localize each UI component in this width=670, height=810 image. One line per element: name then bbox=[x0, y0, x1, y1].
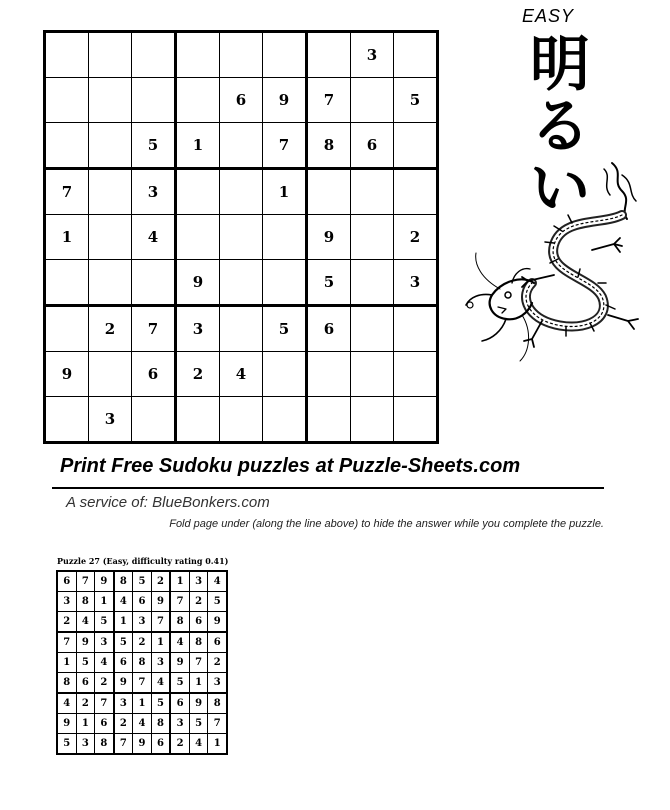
grid-row bbox=[57, 612, 227, 633]
grid-cell: 3 bbox=[133, 612, 152, 633]
grid-cell[interactable]: 3 bbox=[132, 169, 176, 215]
fold-instruction: Fold page under (along the line above) to hide the answer while you complete the puzzle. bbox=[169, 518, 604, 530]
grid-cell[interactable]: 5 bbox=[263, 306, 307, 352]
grid-cell: 3 bbox=[95, 632, 114, 653]
kanji-character: る bbox=[530, 92, 590, 162]
grid-cell: 9 bbox=[208, 612, 227, 633]
grid-row bbox=[45, 78, 438, 123]
grid-cell[interactable]: 1 bbox=[176, 123, 220, 169]
sudoku-answer-grid bbox=[56, 570, 228, 755]
grid-cell: 8 bbox=[57, 673, 76, 694]
grid-cell: 1 bbox=[114, 612, 133, 633]
grid-cell: 4 bbox=[114, 592, 133, 612]
grid-cell: 3 bbox=[114, 693, 133, 714]
grid-cell[interactable] bbox=[307, 169, 351, 215]
grid-cell[interactable]: 3 bbox=[394, 260, 438, 306]
grid-cell: 7 bbox=[95, 693, 114, 714]
grid-cell: 5 bbox=[114, 632, 133, 653]
site-headline: Print Free Sudoku puzzles at Puzzle-Sheets.com bbox=[60, 455, 521, 477]
grid-cell[interactable]: 2 bbox=[176, 352, 220, 397]
grid-cell: 3 bbox=[170, 714, 189, 734]
grid-row bbox=[57, 571, 227, 592]
grid-cell[interactable] bbox=[89, 169, 132, 215]
grid-cell: 1 bbox=[189, 673, 208, 694]
grid-row bbox=[57, 734, 227, 755]
grid-cell[interactable] bbox=[351, 397, 394, 443]
grid-cell: 3 bbox=[189, 571, 208, 592]
grid-cell[interactable] bbox=[89, 352, 132, 397]
dragon-illustration bbox=[462, 155, 662, 405]
grid-cell: 4 bbox=[133, 714, 152, 734]
grid-row bbox=[57, 653, 227, 673]
grid-cell: 6 bbox=[189, 612, 208, 633]
grid-cell: 3 bbox=[151, 653, 170, 673]
grid-cell[interactable] bbox=[220, 260, 263, 306]
grid-cell: 2 bbox=[57, 612, 76, 633]
grid-cell[interactable]: 9 bbox=[307, 215, 351, 260]
grid-cell[interactable]: 2 bbox=[89, 306, 132, 352]
grid-cell[interactable] bbox=[220, 397, 263, 443]
grid-cell[interactable] bbox=[307, 32, 351, 78]
grid-cell: 8 bbox=[114, 571, 133, 592]
grid-row bbox=[45, 306, 438, 352]
grid-cell: 1 bbox=[170, 571, 189, 592]
grid-cell[interactable] bbox=[394, 397, 438, 443]
grid-cell[interactable] bbox=[263, 397, 307, 443]
grid-cell[interactable]: 6 bbox=[220, 78, 263, 123]
grid-cell[interactable] bbox=[263, 352, 307, 397]
grid-cell: 9 bbox=[76, 632, 95, 653]
grid-cell[interactable] bbox=[89, 123, 132, 169]
grid-cell: 4 bbox=[170, 632, 189, 653]
grid-cell: 8 bbox=[189, 632, 208, 653]
grid-cell[interactable] bbox=[45, 397, 89, 443]
grid-cell[interactable] bbox=[220, 306, 263, 352]
grid-cell: 1 bbox=[208, 734, 227, 755]
grid-cell: 2 bbox=[76, 693, 95, 714]
grid-row bbox=[45, 123, 438, 169]
grid-cell: 5 bbox=[76, 653, 95, 673]
grid-cell[interactable] bbox=[89, 215, 132, 260]
grid-cell[interactable]: 5 bbox=[394, 78, 438, 123]
grid-cell[interactable]: 7 bbox=[263, 123, 307, 169]
grid-cell: 9 bbox=[95, 571, 114, 592]
grid-cell: 1 bbox=[133, 693, 152, 714]
grid-cell: 9 bbox=[57, 714, 76, 734]
grid-cell[interactable]: 5 bbox=[307, 260, 351, 306]
grid-cell[interactable] bbox=[176, 169, 220, 215]
grid-cell[interactable] bbox=[351, 260, 394, 306]
grid-cell[interactable] bbox=[307, 352, 351, 397]
grid-cell: 7 bbox=[151, 612, 170, 633]
grid-cell[interactable] bbox=[132, 260, 176, 306]
grid-cell: 7 bbox=[57, 632, 76, 653]
grid-cell[interactable]: 9 bbox=[45, 352, 89, 397]
grid-cell[interactable] bbox=[351, 169, 394, 215]
fold-line bbox=[52, 487, 604, 489]
grid-cell[interactable]: 5 bbox=[132, 123, 176, 169]
grid-cell: 7 bbox=[170, 592, 189, 612]
grid-cell: 3 bbox=[57, 592, 76, 612]
grid-row bbox=[45, 260, 438, 306]
grid-cell: 3 bbox=[76, 734, 95, 755]
grid-cell: 6 bbox=[170, 693, 189, 714]
grid-cell: 7 bbox=[189, 653, 208, 673]
grid-cell[interactable]: 6 bbox=[351, 123, 394, 169]
grid-cell: 8 bbox=[208, 693, 227, 714]
grid-cell: 2 bbox=[133, 632, 152, 653]
grid-cell[interactable]: 8 bbox=[307, 123, 351, 169]
grid-cell: 1 bbox=[76, 714, 95, 734]
grid-row bbox=[45, 352, 438, 397]
grid-row bbox=[57, 673, 227, 694]
grid-cell[interactable]: 9 bbox=[176, 260, 220, 306]
grid-cell: 6 bbox=[95, 714, 114, 734]
grid-cell[interactable]: 6 bbox=[307, 306, 351, 352]
grid-cell: 6 bbox=[208, 632, 227, 653]
grid-cell: 6 bbox=[114, 653, 133, 673]
grid-cell: 4 bbox=[76, 612, 95, 633]
grid-cell: 8 bbox=[95, 734, 114, 755]
grid-cell[interactable]: 3 bbox=[89, 397, 132, 443]
grid-cell[interactable] bbox=[220, 169, 263, 215]
kanji-character: い bbox=[530, 154, 590, 224]
grid-cell[interactable] bbox=[394, 352, 438, 397]
grid-row bbox=[45, 397, 438, 443]
grid-cell[interactable]: 1 bbox=[45, 215, 89, 260]
grid-cell[interactable]: 4 bbox=[220, 352, 263, 397]
grid-cell: 4 bbox=[95, 653, 114, 673]
grid-cell[interactable] bbox=[351, 78, 394, 123]
grid-row bbox=[57, 592, 227, 612]
grid-cell: 2 bbox=[189, 592, 208, 612]
grid-cell: 7 bbox=[133, 673, 152, 694]
grid-cell: 5 bbox=[133, 571, 152, 592]
grid-cell: 4 bbox=[57, 693, 76, 714]
grid-cell: 4 bbox=[208, 571, 227, 592]
grid-cell: 7 bbox=[76, 571, 95, 592]
grid-cell: 4 bbox=[151, 673, 170, 694]
grid-cell[interactable] bbox=[220, 32, 263, 78]
grid-row bbox=[45, 169, 438, 215]
grid-cell[interactable] bbox=[45, 260, 89, 306]
grid-cell: 2 bbox=[170, 734, 189, 755]
grid-cell[interactable] bbox=[351, 215, 394, 260]
grid-cell[interactable]: 9 bbox=[263, 78, 307, 123]
grid-cell[interactable]: 4 bbox=[132, 215, 176, 260]
grid-cell: 8 bbox=[76, 592, 95, 612]
grid-cell[interactable] bbox=[176, 215, 220, 260]
grid-cell[interactable] bbox=[132, 32, 176, 78]
grid-cell[interactable] bbox=[220, 123, 263, 169]
service-credit: A service of: BlueBonkers.com bbox=[66, 494, 270, 511]
sudoku-puzzle-grid bbox=[43, 30, 439, 444]
grid-cell[interactable]: 7 bbox=[307, 78, 351, 123]
grid-cell[interactable]: 3 bbox=[176, 306, 220, 352]
grid-cell[interactable] bbox=[89, 78, 132, 123]
grid-row bbox=[45, 215, 438, 260]
grid-cell: 6 bbox=[151, 734, 170, 755]
grid-cell[interactable]: 7 bbox=[45, 169, 89, 215]
grid-cell: 1 bbox=[95, 592, 114, 612]
grid-cell[interactable] bbox=[45, 78, 89, 123]
grid-cell[interactable] bbox=[132, 78, 176, 123]
grid-row bbox=[57, 714, 227, 734]
grid-cell[interactable]: 3 bbox=[351, 32, 394, 78]
grid-cell[interactable] bbox=[176, 78, 220, 123]
grid-cell: 2 bbox=[114, 714, 133, 734]
grid-cell: 5 bbox=[57, 734, 76, 755]
grid-cell: 2 bbox=[95, 673, 114, 694]
grid-cell: 5 bbox=[208, 592, 227, 612]
grid-cell: 9 bbox=[189, 693, 208, 714]
grid-cell[interactable] bbox=[263, 32, 307, 78]
grid-cell: 5 bbox=[170, 673, 189, 694]
grid-cell[interactable] bbox=[132, 397, 176, 443]
grid-cell[interactable] bbox=[89, 260, 132, 306]
grid-cell: 7 bbox=[114, 734, 133, 755]
grid-cell[interactable] bbox=[351, 306, 394, 352]
grid-cell[interactable] bbox=[307, 397, 351, 443]
grid-cell[interactable] bbox=[89, 32, 132, 78]
grid-cell: 7 bbox=[208, 714, 227, 734]
grid-cell[interactable] bbox=[176, 32, 220, 78]
grid-cell[interactable]: 7 bbox=[132, 306, 176, 352]
grid-cell: 5 bbox=[95, 612, 114, 633]
grid-cell[interactable]: 2 bbox=[394, 215, 438, 260]
grid-cell[interactable] bbox=[394, 306, 438, 352]
grid-cell[interactable] bbox=[263, 215, 307, 260]
grid-row bbox=[45, 32, 438, 78]
grid-cell: 3 bbox=[208, 673, 227, 694]
grid-row bbox=[57, 632, 227, 653]
grid-row bbox=[57, 693, 227, 714]
grid-cell[interactable] bbox=[45, 306, 89, 352]
grid-cell: 8 bbox=[151, 714, 170, 734]
grid-cell[interactable]: 1 bbox=[263, 169, 307, 215]
grid-cell: 8 bbox=[133, 653, 152, 673]
grid-cell[interactable] bbox=[45, 123, 89, 169]
kanji-character: 明 bbox=[530, 30, 590, 100]
grid-cell[interactable] bbox=[220, 215, 263, 260]
grid-cell: 9 bbox=[151, 592, 170, 612]
grid-cell: 2 bbox=[208, 653, 227, 673]
difficulty-label: EASY bbox=[522, 6, 575, 26]
grid-cell: 1 bbox=[57, 653, 76, 673]
grid-cell[interactable]: 6 bbox=[132, 352, 176, 397]
grid-cell[interactable] bbox=[263, 260, 307, 306]
grid-cell[interactable] bbox=[176, 397, 220, 443]
grid-cell: 4 bbox=[189, 734, 208, 755]
grid-cell[interactable] bbox=[394, 169, 438, 215]
grid-cell: 1 bbox=[151, 632, 170, 653]
grid-cell: 5 bbox=[189, 714, 208, 734]
answer-title: Puzzle 27 (Easy, difficulty rating 0.41) bbox=[57, 556, 229, 566]
grid-cell: 5 bbox=[151, 693, 170, 714]
grid-cell: 6 bbox=[76, 673, 95, 694]
grid-cell[interactable] bbox=[394, 32, 438, 78]
grid-cell: 9 bbox=[133, 734, 152, 755]
grid-cell: 6 bbox=[57, 571, 76, 592]
grid-cell: 9 bbox=[170, 653, 189, 673]
grid-cell: 2 bbox=[151, 571, 170, 592]
grid-cell: 6 bbox=[133, 592, 152, 612]
grid-cell[interactable] bbox=[394, 123, 438, 169]
grid-cell: 9 bbox=[114, 673, 133, 694]
grid-cell[interactable] bbox=[45, 32, 89, 78]
grid-cell: 8 bbox=[170, 612, 189, 633]
grid-cell[interactable] bbox=[351, 352, 394, 397]
